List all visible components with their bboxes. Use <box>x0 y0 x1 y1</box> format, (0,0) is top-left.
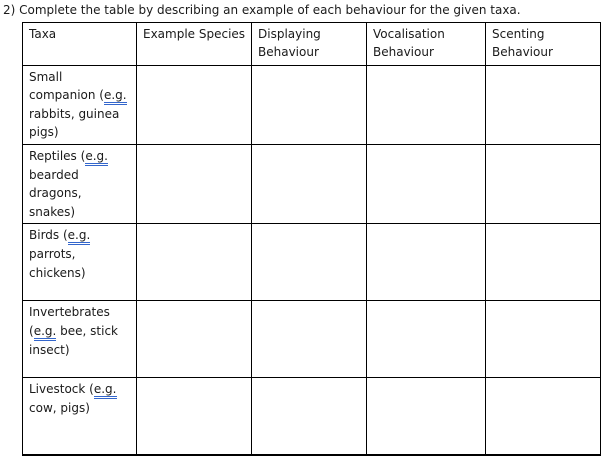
cell-small-companion-example-species[interactable] <box>137 65 252 144</box>
cell-livestock-example-species[interactable] <box>137 378 252 455</box>
cell-small-companion-scenting-behaviour[interactable] <box>486 65 601 144</box>
cell-invertebrates-displaying-behaviour[interactable] <box>252 301 367 378</box>
column-header-displaying-behaviour: Displaying Behaviour <box>252 22 367 65</box>
taxa-label-invertebrates <box>23 301 137 378</box>
cell-birds-displaying-behaviour[interactable] <box>252 224 367 301</box>
grammar-check-underline: e.g. <box>34 324 57 341</box>
grammar-check-underline: e.g. <box>85 149 108 166</box>
grammar-check-underline: e.g. <box>94 382 117 399</box>
cell-reptiles-example-species[interactable] <box>137 144 252 223</box>
column-header-taxa: Taxa <box>23 22 137 65</box>
cell-reptiles-vocalisation-behaviour[interactable] <box>367 144 486 223</box>
table-row-birds <box>23 224 601 301</box>
taxa-text: bee, stick insect) <box>29 323 118 357</box>
worksheet-page <box>0 3 614 463</box>
taxa-text: Small companion ( <box>29 69 104 103</box>
cell-livestock-scenting-behaviour[interactable] <box>486 378 601 455</box>
grammar-check-underline: e.g. <box>104 88 127 105</box>
cell-invertebrates-scenting-behaviour[interactable] <box>486 301 601 378</box>
taxa-text: Invertebrates ( <box>29 305 110 338</box>
taxa-label-birds <box>23 224 137 301</box>
page-title: 2) Complete the table by describing an example of each behaviour for the given taxa. <box>3 3 521 17</box>
cell-small-companion-displaying-behaviour[interactable] <box>252 65 367 144</box>
taxa-text: rabbits, guinea pigs) <box>29 106 120 140</box>
cell-invertebrates-example-species[interactable] <box>137 301 252 378</box>
cell-birds-vocalisation-behaviour[interactable] <box>367 224 486 301</box>
taxa-text: bearded dragons, snakes) <box>29 167 82 219</box>
column-header-example-species: Example Species <box>137 22 252 65</box>
taxa-text: parrots, chickens) <box>29 246 86 280</box>
cell-invertebrates-vocalisation-behaviour[interactable] <box>367 301 486 378</box>
table-header-row <box>23 22 601 65</box>
taxa-text: cow, pigs) <box>29 400 90 415</box>
cell-birds-example-species[interactable] <box>137 224 252 301</box>
behaviour-table <box>22 22 601 456</box>
cell-birds-scenting-behaviour[interactable] <box>486 224 601 301</box>
taxa-label-reptiles <box>23 144 137 223</box>
taxa-text: Birds ( <box>29 228 68 243</box>
table-row-livestock <box>23 378 601 455</box>
cell-small-companion-vocalisation-behaviour[interactable] <box>367 65 486 144</box>
taxa-text: Reptiles ( <box>29 148 86 163</box>
taxa-label-livestock <box>23 378 137 455</box>
table-row-invertebrates <box>23 301 601 378</box>
taxa-text: Livestock ( <box>29 382 94 397</box>
grammar-check-underline: e.g. <box>68 228 91 245</box>
table-row-reptiles <box>23 144 601 223</box>
cell-reptiles-scenting-behaviour[interactable] <box>486 144 601 223</box>
column-header-scenting-behaviour: Scenting Behaviour <box>486 22 601 65</box>
cell-livestock-vocalisation-behaviour[interactable] <box>367 378 486 455</box>
column-header-vocalisation-behaviour: Vocalisation Behaviour <box>367 22 486 65</box>
cell-reptiles-displaying-behaviour[interactable] <box>252 144 367 223</box>
cell-livestock-displaying-behaviour[interactable] <box>252 378 367 455</box>
taxa-label-small-companion <box>23 65 137 144</box>
table-row-small-companion <box>23 65 601 144</box>
